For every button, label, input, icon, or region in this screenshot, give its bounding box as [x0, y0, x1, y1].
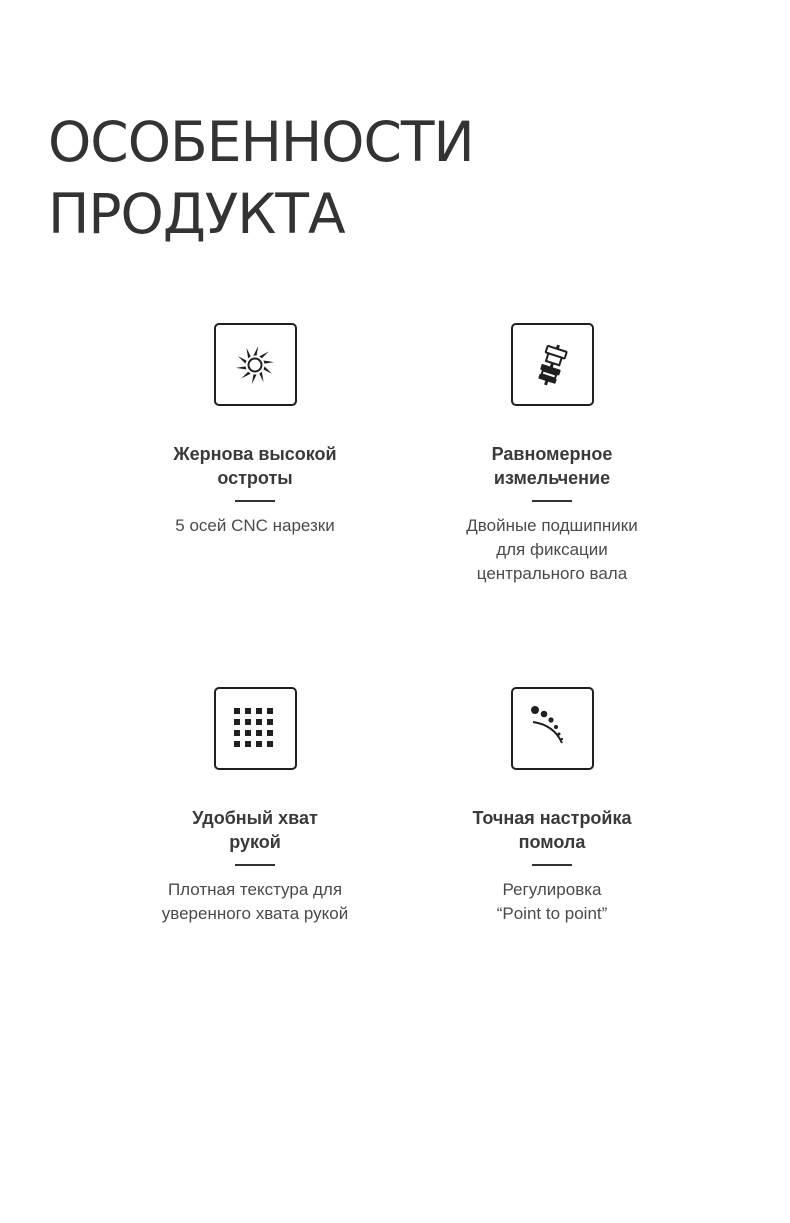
grind-dots-arc-icon	[528, 705, 576, 753]
feature-title: Равномерное измельчение	[491, 444, 613, 488]
page-title	[48, 106, 474, 250]
feature-sharp-burrs	[105, 323, 405, 538]
feature-description: Двойные подшипники для фиксации центрального вала	[466, 516, 638, 583]
feature-uniform-grinding	[402, 323, 702, 586]
page-title-line-2: ПРОДУКТА	[48, 182, 345, 246]
feature-icon-box	[214, 687, 297, 770]
feature-title: Удобный хват рукой	[192, 808, 318, 852]
feature-description: Плотная текстура для уверенного хвата рукой	[161, 880, 349, 923]
feature-icon-box	[511, 323, 594, 406]
feature-description: Регулировка “Point to point”	[496, 880, 608, 923]
sun-blades-icon	[231, 341, 279, 389]
dot-grid-icon	[233, 707, 277, 751]
divider	[532, 864, 572, 866]
feature-title: Точная настройка помола	[472, 808, 632, 852]
feature-description: 5 осей CNC нарезки	[175, 516, 335, 535]
feature-icon-box	[214, 323, 297, 406]
page-title-line-1: ОСОБЕННОСТИ	[48, 110, 474, 174]
bearing-shaft-icon	[528, 341, 576, 389]
feature-icon-box	[511, 687, 594, 770]
divider	[532, 500, 572, 502]
feature-title: Жернова высокой остроты	[173, 444, 337, 488]
feature-precise-grind-setting	[402, 687, 702, 926]
feature-comfortable-grip	[105, 687, 405, 926]
divider	[235, 864, 275, 866]
divider	[235, 500, 275, 502]
